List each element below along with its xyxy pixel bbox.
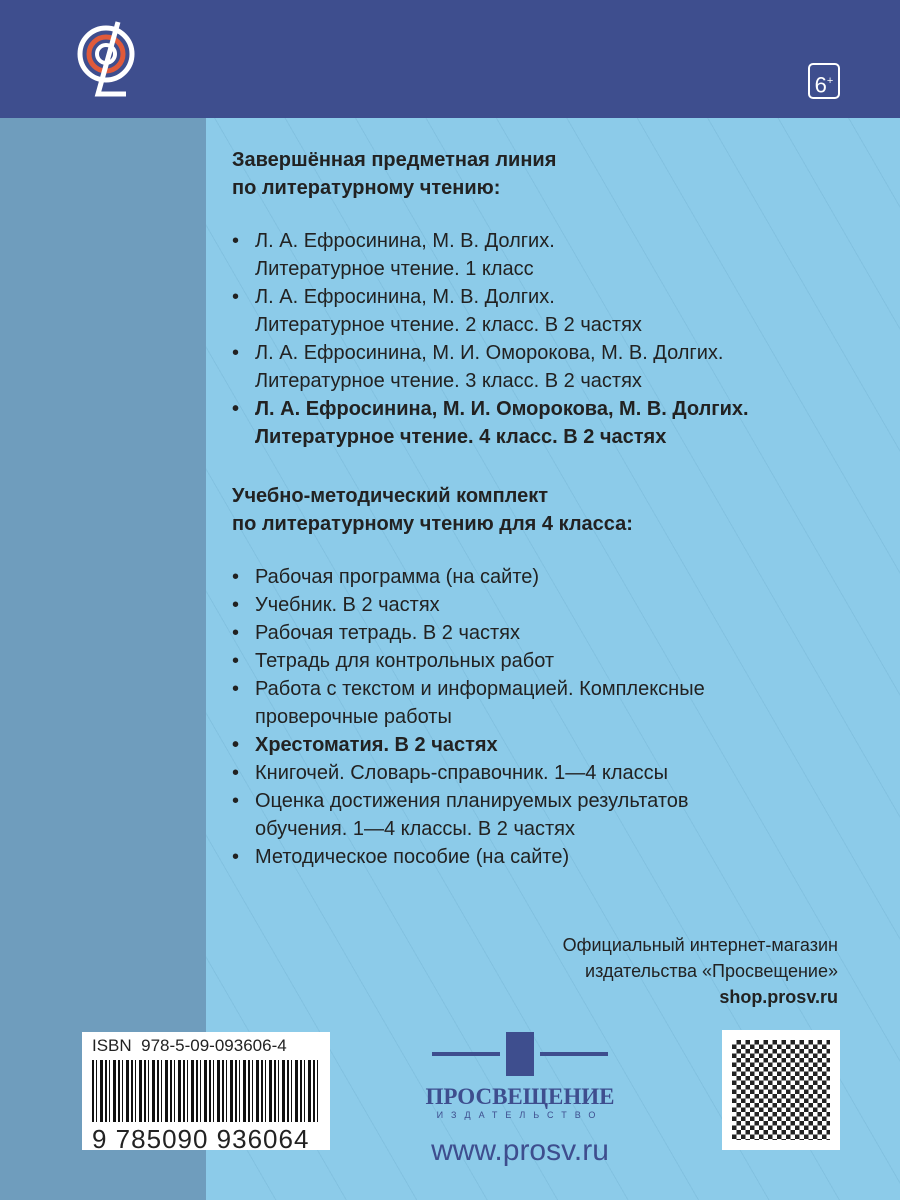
list-item: • Учебник. В 2 частях bbox=[232, 591, 705, 619]
list-item bbox=[232, 227, 749, 283]
item-authors: Л. А. Ефросинина, М. В. Долгих. bbox=[255, 230, 555, 252]
list-item: • Рабочая программа (на сайте) bbox=[232, 563, 705, 591]
qr-code-icon[interactable] bbox=[722, 1030, 840, 1150]
shop-line: издательства «Просвещение» bbox=[585, 961, 838, 981]
item-title: Литературное чтение. 2 класс. В 2 частях bbox=[255, 314, 642, 336]
item-authors: Л. А. Ефросинина, М. В. Долгих. bbox=[255, 286, 555, 308]
list-item bbox=[232, 283, 749, 339]
shop-info bbox=[563, 932, 838, 1010]
item-line: обучения. 1—4 классы. В 2 частях bbox=[255, 818, 576, 840]
age-rating-badge bbox=[808, 63, 840, 99]
item-line: Оценка достижения планируемых результатов bbox=[255, 790, 689, 812]
shop-line: Официальный интернет-магазин bbox=[562, 935, 838, 955]
item-title: Литературное чтение. 4 класс. В 2 частях bbox=[255, 426, 667, 448]
publisher-mark-icon bbox=[506, 1032, 534, 1076]
list-item bbox=[232, 395, 749, 451]
isbn-label: ISBN 978-5-09-093606-4 bbox=[92, 1036, 287, 1055]
age-rating: 6 bbox=[814, 72, 827, 98]
age-plus: + bbox=[826, 75, 834, 87]
list-item: • Методическое пособие (на сайте) bbox=[232, 843, 705, 871]
publisher-website[interactable]: www.prosv.ru bbox=[431, 1134, 609, 1167]
shop-url[interactable]: shop.prosv.ru bbox=[719, 987, 838, 1007]
item-title: Литературное чтение. 3 класс. В 2 частях bbox=[255, 370, 642, 392]
title-line: по литературному чтению: bbox=[232, 177, 501, 199]
item-line: проверочные работы bbox=[255, 706, 452, 728]
series-list bbox=[232, 227, 749, 451]
list-item bbox=[232, 675, 705, 731]
barcode-digits: 9 785090 936064 bbox=[92, 1124, 310, 1154]
publisher-name: ПРОСВЕЩЕНИЕ bbox=[425, 1084, 615, 1109]
publisher-block bbox=[420, 1032, 620, 1168]
item-authors: Л. А. Ефросинина, М. И. Оморокова, М. В. Долгих. bbox=[255, 398, 749, 420]
series-title bbox=[232, 146, 749, 202]
publisher-logo-icon bbox=[76, 14, 136, 106]
list-item: • Рабочая тетрадь. В 2 частях bbox=[232, 619, 705, 647]
kit-list bbox=[232, 563, 705, 871]
item-authors: Л. А. Ефросинина, М. И. Оморокова, М. В. Долгих. bbox=[255, 342, 724, 364]
item-title: Литературное чтение. 1 класс bbox=[255, 258, 534, 280]
kit-title bbox=[232, 482, 705, 538]
list-item: • Книгочей. Словарь-справочник. 1—4 классы bbox=[232, 759, 705, 787]
kit-section bbox=[232, 482, 705, 871]
logo-line bbox=[432, 1052, 500, 1056]
list-item: • Хрестоматия. В 2 частях bbox=[232, 731, 705, 759]
series-section bbox=[232, 146, 749, 451]
barcode-bars bbox=[92, 1060, 320, 1122]
logo-line bbox=[540, 1052, 608, 1056]
publisher-subtitle: ИЗДАТЕЛЬСТВО bbox=[436, 1110, 604, 1120]
isbn-barcode bbox=[82, 1032, 330, 1154]
title-line: Завершённая предметная линия bbox=[232, 149, 557, 171]
title-line: по литературному чтению для 4 класса: bbox=[232, 513, 633, 535]
title-line: Учебно-методический комплект bbox=[232, 485, 549, 507]
list-item: • Тетрадь для контрольных работ bbox=[232, 647, 705, 675]
item-line: Работа с текстом и информацией. Комплексные bbox=[255, 678, 705, 700]
list-item bbox=[232, 339, 749, 395]
list-item bbox=[232, 787, 705, 843]
